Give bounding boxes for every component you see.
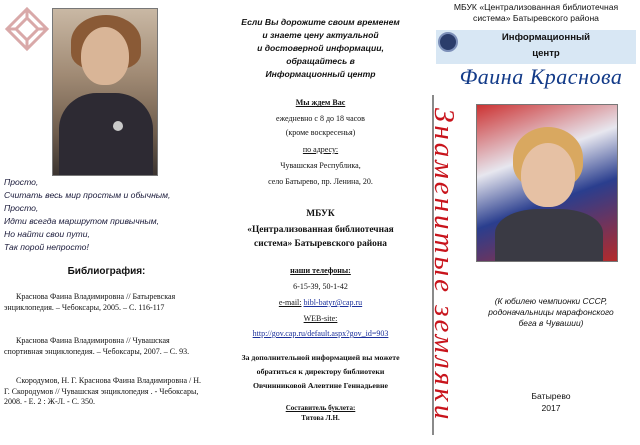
poem-line: Но найти свои пути, xyxy=(4,229,90,239)
bibliography-entry: Краснова Фаина Владимировна // Чувашская спортивная энциклопедия. – Чебоксары, 2007. – С. 93. xyxy=(4,336,190,356)
contact-line: обратиться к директору библиотеки xyxy=(256,367,385,376)
place-year xyxy=(478,390,624,414)
header-line: система» Батыревского района xyxy=(473,13,599,23)
bibliography-entry: Краснова Фаина Владимировна // Батыревская энциклопедия. – Чебоксары, 2005. – С. 116-117 xyxy=(4,292,176,312)
intro-text xyxy=(213,16,428,81)
photo-caption xyxy=(478,296,624,329)
caption-line: (К юбилею чемпионки СССР, xyxy=(494,296,608,306)
poem-line: Считать весь мир простым и обычным, xyxy=(4,190,171,200)
compiler-name: Титова Л.Н. xyxy=(301,414,340,422)
bibliography-title: Библиография: xyxy=(67,266,146,277)
info-center-line: центр xyxy=(532,48,560,59)
middle-panel xyxy=(213,0,428,445)
intro-line: и достоверной информации, xyxy=(257,43,384,53)
year: 2017 xyxy=(541,403,561,413)
address-line: Чувашская Республика, xyxy=(280,161,361,170)
intro-line: Информационный центр xyxy=(265,69,376,79)
phones: 6-15-39, 50-1-42 xyxy=(293,282,348,291)
web-link[interactable]: http://gov.cap.ru/default.aspx?gov_id=903 xyxy=(252,329,389,338)
compiler-label: Составитель буклета: xyxy=(285,404,356,412)
org-name: система» Батыревского района xyxy=(254,239,387,249)
poem xyxy=(4,176,209,254)
hours-note: (кроме воскресенья) xyxy=(285,128,356,137)
portrait-photo-mature xyxy=(476,104,618,262)
web-label: WEB-site: xyxy=(303,314,338,323)
intro-line: и знаете цену актуальной xyxy=(262,30,379,40)
place: Батырево xyxy=(531,391,571,401)
header-line: МБУК «Централизованная библиотечная xyxy=(453,2,619,12)
bibliography-entry: Скородумов, Н. Г. Краснова Фаина Владимировна / Н. Г. Скородумов // Чувашская энциклопедия . - Чебоксары, 2008. - Е. 2 : Ж-Л. - С. 350. xyxy=(4,376,201,406)
chuvash-ornament-icon xyxy=(4,6,50,52)
series-title-vertical: Знаменитые земляки xyxy=(428,108,460,423)
header-org xyxy=(434,2,638,24)
intro-line: Если Вы дорожите своим временем xyxy=(241,17,400,27)
email-label: e-mail: xyxy=(278,298,302,307)
poem-line: Так порой непросто! xyxy=(4,242,89,252)
poem-line: Идти всегда маршрутом привычным, xyxy=(4,216,160,226)
hours-line: ежедневно с 8 до 18 часов xyxy=(276,114,365,123)
contact-line: За дополнительной информацией вы можете xyxy=(241,353,400,362)
org-name: МБУК xyxy=(306,209,335,219)
caption-line: родоначальницы марафонского xyxy=(488,307,614,317)
info-center-line: Информационный xyxy=(501,32,591,43)
info-center-label xyxy=(460,30,632,62)
email-link[interactable]: bibl-batyr@cap.ru xyxy=(303,298,363,307)
email-row xyxy=(213,298,428,307)
wait-title: Мы ждем Вас xyxy=(295,98,346,107)
caption-line: бега в Чувашии) xyxy=(518,318,584,328)
medal-badge xyxy=(113,121,123,131)
person-name-title: Фаина Краснова xyxy=(459,64,623,89)
library-logo-icon xyxy=(438,32,458,52)
address-label: по адресу: xyxy=(302,145,339,154)
portrait-photo-young xyxy=(52,8,158,176)
intro-line: обращайтесь в xyxy=(286,56,355,66)
poem-line: Просто, xyxy=(4,203,39,213)
contact-line: Овчинниковой Алевтине Геннадьевне xyxy=(252,381,389,390)
poem-line: Просто, xyxy=(4,177,39,187)
phones-label: наши телефоны: xyxy=(290,266,351,275)
address-line: село Батырево, пр. Ленина, 20. xyxy=(268,177,373,186)
org-name: «Централизованная библиотечная xyxy=(247,225,394,235)
